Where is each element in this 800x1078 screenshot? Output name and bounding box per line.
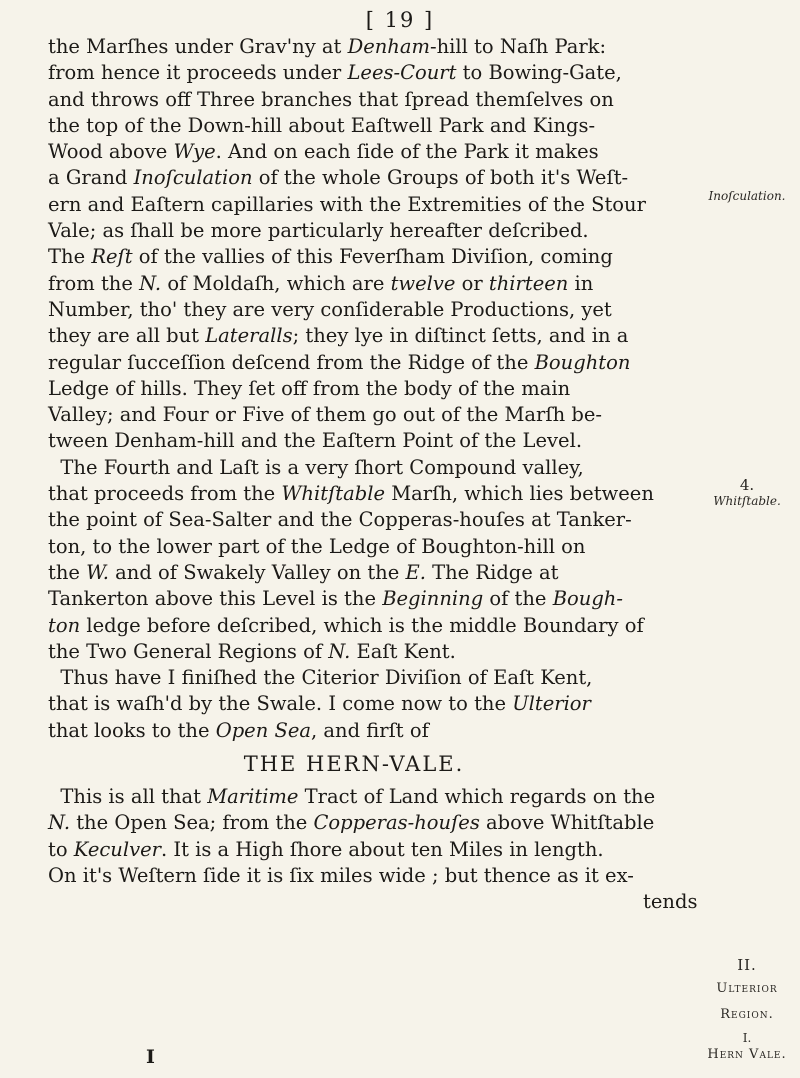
signature-mark: I bbox=[146, 1046, 155, 1068]
text-line: that proceeds from the Whitſtable Marſh, which lies between bbox=[48, 482, 654, 506]
margin-note-section-number: 4. bbox=[739, 476, 755, 494]
margin-note-roman-numeral: II. bbox=[737, 956, 757, 974]
text-line: to Keculver. It is a High ſhore about ten Miles in length. bbox=[48, 837, 604, 861]
text-line: from the N. of Moldaſh, which are twelve or thirteen in bbox=[48, 271, 594, 295]
text-line: that is waſh'd by the Swale. I come now to the Ulterior bbox=[48, 692, 591, 716]
text-line: and throws off Three branches that ſpread themſelves on bbox=[48, 87, 614, 111]
text-line: from hence it proceeds under Lees-Court to Bowing-Gate, bbox=[48, 61, 622, 85]
text-line: the Two General Regions of N. Eaſt Kent. bbox=[48, 639, 456, 663]
text-line: ton ledge before deſcribed, which is the middle Boundary of bbox=[48, 613, 644, 637]
text-line: the top of the Down-hill about Eaſtwell Park and Kings- bbox=[48, 113, 596, 137]
paragraphs-after-heading bbox=[48, 784, 700, 915]
text-line: tends bbox=[48, 890, 698, 914]
text-line: the W. and of Swakely Valley on the E. The Ridge at bbox=[48, 560, 559, 584]
margin-note-region: Region. bbox=[720, 1007, 774, 1022]
margin-note-whitstable: Whitſtable. bbox=[713, 494, 781, 508]
margin-note-hern-vale: Hern Vale. bbox=[707, 1047, 787, 1062]
text-line: Ledge of hills. They ſet off from the body of the main bbox=[48, 376, 571, 400]
margin-note-inosculation: Inoſculation. bbox=[708, 189, 786, 203]
text-line: Wood above Wye. And on each ſide of the Park it makes bbox=[48, 140, 599, 164]
paragraphs-before-heading bbox=[48, 34, 700, 744]
section-heading: THE HERN-VALE. bbox=[243, 752, 465, 777]
page-number: [ 19 ] bbox=[365, 8, 435, 32]
text-line: The Fourth and Laſt is a very ſhort Compound valley, bbox=[48, 455, 584, 479]
text-line: Number, tho' they are very conſiderable Productions, yet bbox=[48, 297, 612, 321]
text-line: ern and Eaſtern capillaries with the Extremities of the Stour bbox=[48, 192, 646, 216]
text-line: the Marſhes under Grav'ny at Denham-hill to Naſh Park: bbox=[48, 35, 607, 58]
page-body bbox=[48, 34, 700, 916]
text-line: Tankerton above this Level is the Beginning of the Bough- bbox=[48, 587, 623, 611]
text-line: The Reſt of the vallies of this Feverſham Diviſion, coming bbox=[48, 245, 613, 269]
text-line: they are all but Lateralls; they lye in diſtinct ſetts, and in a bbox=[48, 324, 629, 348]
text-line: ton, to the lower part of the Ledge of Boughton-hill on bbox=[48, 534, 586, 558]
text-line: regular ſucceſſion deſcend from the Ridge of the Boughton bbox=[48, 350, 631, 374]
text-line: On it's Weſtern ſide it is ſix miles wide ; but thence as it ex- bbox=[48, 863, 634, 887]
text-line: Vale; as ſhall be more particularly hereafter deſcribed. bbox=[48, 219, 589, 243]
text-line: that looks to the Open Sea, and firſt of bbox=[48, 718, 429, 742]
margin-note-ulterior: Ulterior bbox=[716, 981, 778, 996]
text-line: Valley; and Four or Five of them go out of the Marſh be- bbox=[48, 403, 602, 427]
text-line: Thus have I finiſhed the Citerior Diviſion of Eaſt Kent, bbox=[48, 666, 593, 690]
text-line: a Grand Inoſculation of the whole Groups of both it's Weſt- bbox=[48, 166, 629, 190]
text-line: tween Denham-hill and the Eaſtern Point of the Level. bbox=[48, 429, 583, 453]
margin-note-sub-number: I. bbox=[742, 1031, 752, 1045]
text-line: This is all that Maritime Tract of Land which regards on the bbox=[48, 785, 656, 809]
text-line: the point of Sea-Salter and the Copperas-houſes at Tanker- bbox=[48, 508, 632, 532]
text-line: N. the Open Sea; from the Copperas-houſes above Whitſtable bbox=[48, 811, 655, 835]
